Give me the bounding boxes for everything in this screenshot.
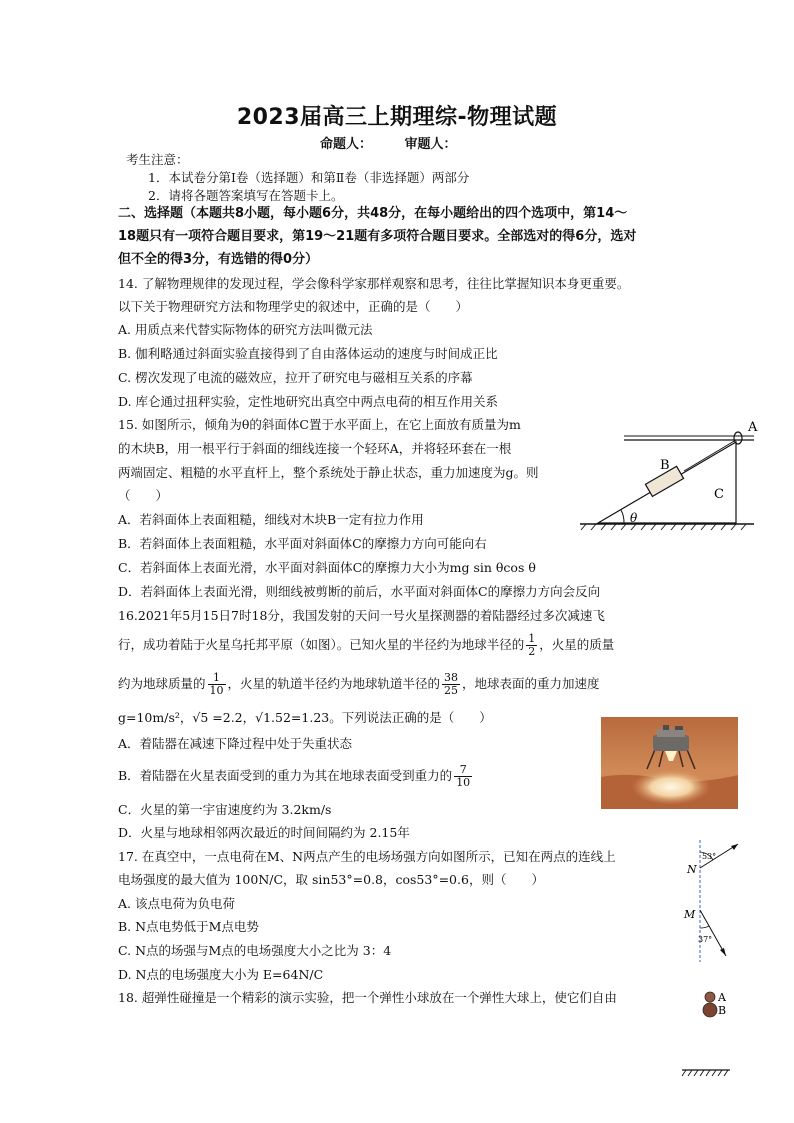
fraction-den: 25: [444, 684, 459, 697]
q15-option-c: C．若斜面体上表面光滑，水平面对斜面体C的摩擦力大小为mg sin θcos θ: [118, 560, 536, 575]
q17-option-c: C. N点的场强与M点的电场强度大小之比为 3：4: [118, 943, 392, 958]
q16-option-a: A．着陆器在减速下降过程中处于失重状态: [118, 736, 353, 751]
angle-n: 53°: [702, 852, 717, 861]
section-heading-line-1: 二、选择题（本题共8小题，每小题6分，共48分，在每小题给出的四个选项中，第14～: [118, 206, 628, 221]
label-b: B: [718, 1004, 727, 1017]
mars-lander-photo: [601, 717, 738, 809]
small-ball-a: [705, 992, 715, 1002]
q15-stem-4: （ ）: [118, 488, 169, 503]
q15-stem-1: 15. 如图所示，倾角为θ的斜面体C置于水平面上，在它上面放有质量为m: [118, 417, 521, 432]
q16-line-3-mid: ，火星的轨道半径约为地球轨道半径的: [227, 676, 441, 691]
setter-label: 命题人：: [320, 137, 373, 152]
q17-stem-1: 17. 在真空中，一点电荷在M、N两点产生的电场场强方向如图所示，已知在两点的连线上: [118, 849, 616, 864]
large-ball-b: [703, 1003, 717, 1017]
notice-heading: 考生注意：: [126, 152, 189, 167]
q14-option-d: D. 库仑通过扭秤实验，定性地研究出真空中两点电荷的相互作用关系: [118, 394, 499, 409]
label-m: M: [684, 908, 696, 921]
authors-line: [320, 133, 485, 152]
label-theta: θ: [630, 511, 638, 525]
q16-line-2: [118, 633, 614, 658]
q14-stem-2: 以下关于物理研究方法和物理学史的叙述中，正确的是（ ）: [118, 299, 469, 314]
fraction-gravity: [454, 764, 472, 789]
q14-option-a: A. 用质点来代替实际物体的研究方法叫微元法: [118, 322, 373, 337]
notice-item-2: 2．请将各题答案填写在答题卡上。: [148, 188, 344, 203]
label-a: A: [718, 991, 726, 1004]
q14-stem-1: 14. 了解物理规律的发现过程，学会像科学家那样观察和思考，往往比掌握知识本身更重要。: [118, 276, 630, 291]
q15-option-d: D．若斜面体上表面光滑，则细线被剪断的前后，水平面对斜面体C的摩擦力方向会反向: [118, 584, 601, 599]
fraction-orbit: [442, 672, 460, 697]
q16-line-4: g=10m/s²，√5 =2.2，√1.52=1.23。下列说法正确的是（ ）: [118, 710, 492, 725]
fraction-den: 10: [456, 776, 471, 789]
section-heading-line-3: 但不全的得3分，有选错的得0分）: [118, 252, 319, 267]
fraction-num: 7: [454, 764, 472, 777]
fraction-mass: [208, 672, 226, 697]
q16-line-2-text: 行，成功着陆于火星乌托邦平原（如图）。已知火星的半径约为地球半径的: [118, 637, 525, 652]
q15-stem-3: 两端固定、粗糙的水平直杆上，整个系统处于静止状态，重力加速度为g。则: [118, 465, 539, 480]
q14-option-c: C. 楞次发现了电流的磁效应，拉开了研究电与磁相互关系的序幕: [118, 370, 473, 385]
q15-option-a: A．若斜面体上表面粗糙，细线对木块B一定有拉力作用: [118, 512, 424, 527]
q14-option-b: B. 伽利略通过斜面实验直接得到了自由落体运动的速度与时间成正比: [118, 346, 498, 361]
page-title: 2023届高三上期理综-物理试题: [236, 105, 558, 130]
incline-figure: [578, 418, 758, 534]
fraction-den: 10: [209, 684, 224, 697]
notice-item-1: 1．本试卷分第Ⅰ卷（选择题）和第Ⅱ卷（非选择题）两部分: [148, 170, 470, 185]
label-n: N: [687, 863, 697, 876]
fraction-radius: [526, 633, 537, 658]
q16-option-b-text: B．着陆器在火星表面受到的重力为其在地球表面受到重力的: [118, 768, 453, 783]
q16-line-1: 16.2021年5月15日7时18分，我国发射的天问一号火星探测器的着陆器经过多次减速飞: [118, 608, 605, 623]
angle-m: 37°: [698, 935, 713, 944]
q15-stem-2: 的木块B，用一根平行于斜面的细线连接一个轻环A，并将轻环套在一根: [118, 441, 512, 456]
reviewer-label: 审题人：: [404, 137, 457, 152]
q17-stem-2: 电场强度的最大值为 100N/C，取 sin53°=0.8，cos53°=0.6，则（ ）: [118, 872, 544, 887]
q18-stem: 18. 超弹性碰撞是一个精彩的演示实验，把一个弹性小球放在一个弹性大球上，使它们自由: [118, 990, 617, 1005]
q16-option-c: C．火星的第一宇宙速度约为 3.2km/s: [118, 802, 332, 817]
balls-figure: [698, 988, 734, 1022]
fraction-den: 2: [528, 645, 536, 658]
q17-option-d: D. N点的电场强度大小为 E=64N/C: [118, 967, 324, 982]
q17-option-a: A. 该点电荷为负电荷: [118, 896, 235, 911]
q16-line-2-tail: ，火星的质量: [539, 637, 615, 652]
label-c: C: [714, 487, 724, 502]
q16-line-3-text: 约为地球质量的: [118, 676, 206, 691]
ground-hatch: [680, 1068, 732, 1078]
section-heading-line-2: 18题只有一项符合题目要求，第19～21题有多项符合题目要求。全部选对的得6分，选对: [118, 229, 637, 244]
label-b: B: [660, 458, 670, 473]
q16-line-3-tail: ，地球表面的重力加速度: [462, 676, 600, 691]
label-a: A: [748, 420, 758, 435]
field-figure: [676, 838, 748, 964]
fraction-num: 38: [444, 671, 459, 684]
q16-option-b: [118, 764, 474, 789]
q15-option-b: B．若斜面体上表面粗糙，水平面对斜面体C的摩擦力方向可能向右: [118, 536, 487, 551]
q16-option-d: D．火星与地球相邻两次最近的时间间隔约为 2.15年: [118, 825, 410, 840]
q16-line-3: [118, 672, 600, 697]
fraction-num: 1: [208, 672, 226, 685]
fraction-num: 1: [528, 632, 536, 645]
q17-option-b: B. N点电势低于M点电势: [118, 919, 259, 934]
